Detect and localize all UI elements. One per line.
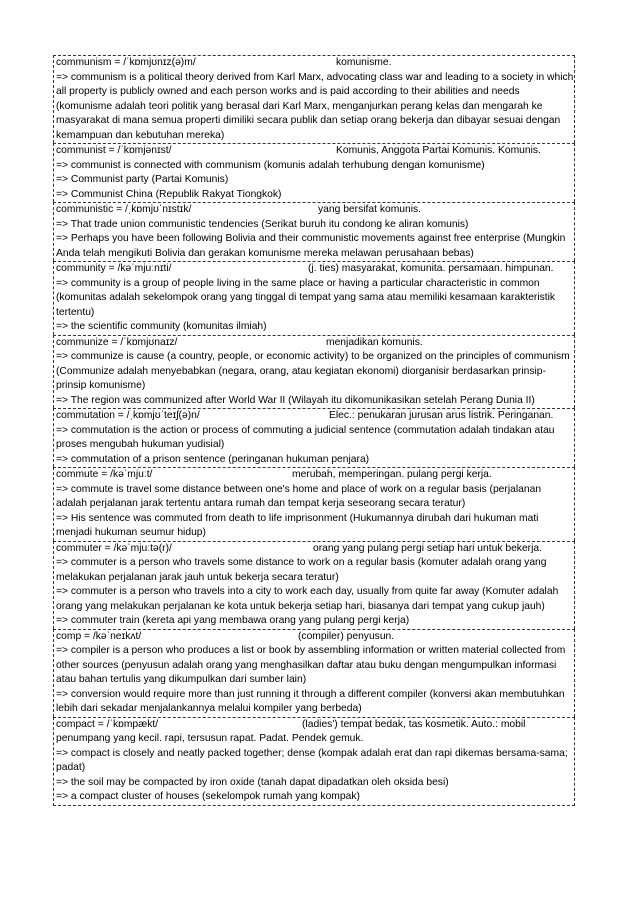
entry-example-line: => commutation of a prison sentence (peringanan hukuman penjara) xyxy=(56,453,370,465)
entry-headword-line xyxy=(56,336,574,351)
entry-example-line: => the soil may be compacted by iron oxide (tanah dapat dipadatkan oleh oksida besi) xyxy=(56,776,449,788)
dictionary-entry xyxy=(53,143,575,202)
entry-example-line: penumpang yang kecil. rapi, tersusun rapat. Padat. Pendek gemuk. xyxy=(56,733,364,744)
entry-headword-line xyxy=(56,630,574,645)
entry-example-line: => commuter is a person who travels some distance to work on a regular basis (komuter adalah orang yang melakukan perjalanan jarak jauh untuk bekerja secara teratur) xyxy=(56,557,547,583)
entry-example-line: => community is a group of people living in the same place or having a particular characteristic in common (komunitas adalah sekelompok orang yang tinggal di tempat yang sama atau memiliki kesamaan karakteristik tertentu) xyxy=(56,277,556,318)
entry-example-line: => a compact cluster of houses (sekelompok rumah yang kompak) xyxy=(56,791,360,802)
entry-headword: commuter = /kəˈmjuːtə(r)/ xyxy=(56,542,172,554)
entry-headword-line xyxy=(56,409,574,424)
entry-headword-line xyxy=(56,144,574,159)
entry-example-line: => the scientific community (komunitas ilmiah) xyxy=(56,321,267,332)
entry-meaning: komunisme. xyxy=(336,57,392,68)
entry-headword-line xyxy=(56,203,574,218)
dictionary-entry xyxy=(53,335,575,409)
entry-example-line: => compact is closely and neatly packed together; dense (kompak adalah erat dan rapi dikemas bersama-sama; padat) xyxy=(56,747,568,773)
entry-meaning: (ladies') tempat bedak, tas kosmetik. Auto.: mobil xyxy=(302,718,526,730)
entry-headword-line xyxy=(56,262,574,277)
entry-meaning: yang bersifat komunis. xyxy=(318,204,422,215)
entry-example-line: => Communist party (Partai Komunis) xyxy=(56,174,229,185)
entry-headword-line xyxy=(56,468,574,483)
dictionary-entry xyxy=(53,717,575,806)
entry-example-line: => commute is travel some distance between one's home and place of work on a regular basis (perjalanan adalah perjalanan jarak tertentu antara rumah dan tempat kerja seseorang secara teratur) xyxy=(56,483,542,509)
entry-example-line: => communize is cause (a country, people, or economic activity) to be organized on the principles of communism (Communize adalah menyebabkan (negara, orang, atau kegiatan ekonomi) diorganisir berdasarkan prinsip-prinsip komunisme) xyxy=(56,351,570,391)
entry-example-line: => commutation is the action or process of commuting a judicial sentence (commutation adalah tindakan atau proses mengubah hukuman yudisial) xyxy=(56,424,555,450)
entry-example-line: => His sentence was commuted from death to life imprisonment (Hukumannya dirubah dari hukuman mati menjadi hukuman seumur hidup) xyxy=(56,512,539,538)
entry-headword: compact = /ˈkɒmpækt/ xyxy=(56,718,159,730)
dictionary-entry xyxy=(53,55,575,143)
dictionary-entry xyxy=(53,202,575,261)
entry-headword-line xyxy=(56,542,574,557)
entry-headword: community = /kəˈmjuːnɪti/ xyxy=(56,263,172,274)
entry-headword-line xyxy=(56,56,574,71)
entry-example-line: => Communist China (Republik Rakyat Tiongkok) xyxy=(56,188,282,200)
entry-meaning: Komunis, Anggota Partai Komunis. Komunis. xyxy=(336,145,541,156)
entry-headword: communism = /ˈkɒmjʊnɪz(ə)m/ xyxy=(56,57,196,68)
entry-meaning: menjadikan komunis. xyxy=(326,336,423,348)
entry-headword-line xyxy=(56,718,574,733)
entry-example-line: => compiler is a person who produces a list or book by assembling information or written material collected from other sources (penyusun adalah orang yang menghasilkan daftar atau buku dengan mengumpulkan informasi atau bahan tertulis yang dikumpulkan dari sumber lain) xyxy=(56,645,566,685)
entry-example-line: => Perhaps you have been following Bolivia and their communistic movements against free enterprise (Mungkin Anda telah mengikuti Bolivia dan gerakan komunisme mereka melawan perusahaan bebas) xyxy=(56,233,566,259)
entry-example-line: => conversion would require more than just running it through a different compiler (konversi akan membutuhkan lebih dari sekadar menjalankannya melalui kompiler yang berbeda) xyxy=(56,688,565,714)
entry-example-line: => commuter is a person who travels into a city to work each day, usually from quite far away (Komuter adalah orang yang melakukan perjalanan ke kota untuk bekerja setiap hari, biasanya dari tempat yang cukup jauh) xyxy=(56,586,559,612)
entry-meaning: orang yang pulang pergi setiap hari untuk bekerja. xyxy=(313,542,542,554)
dictionary-entry xyxy=(53,541,575,629)
entry-example-line: => commuter train (kereta api yang membawa orang yang pulang pergi kerja) xyxy=(56,615,410,626)
entry-example-line: => communist is connected with communism (komunis adalah terhubung dengan komunisme) xyxy=(56,159,485,171)
dictionary-entry xyxy=(53,467,575,541)
entry-headword: comp = /kəˈneɪkʌt/ xyxy=(56,630,142,642)
entry-meaning: merubah, memperingan. pulang pergi kerja. xyxy=(292,469,492,480)
entry-meaning: (j. ties) masyarakat, komunita. persamaan. himpunan. xyxy=(308,263,554,274)
entry-example-line: => The region was communized after World War II (Wilayah itu dikomunikasikan setelah Perang Dunia II) xyxy=(56,394,535,406)
entry-example-line: => That trade union communistic tendencies (Serikat buruh itu condong ke aliran komunis) xyxy=(56,218,469,230)
dictionary-entry xyxy=(53,408,575,467)
dictionary-entry xyxy=(53,629,575,717)
entry-headword: communistic = /ˌkɒmjʊˈnɪstɪk/ xyxy=(56,204,192,215)
entry-meaning: Elec.: penukaran jurusan arus listrik. Peringanan. xyxy=(329,410,554,421)
entry-headword: commute = /kəˈmjuːt/ xyxy=(56,469,153,480)
entry-headword: communist = /ˈkɒmjənɪst/ xyxy=(56,145,172,156)
entry-meaning: (compiler) penyusun. xyxy=(298,630,395,642)
entry-example-line: => communism is a political theory derived from Karl Marx, advocating class war and leading to a society in which all property is publicly owned and each person works and is paid according to their abilities and needs (komunisme adalah teori politik yang berasal dari Karl Marx, menganjurkan perang kelas dan mengarah ke masyarakat di mana semua properti dimiliki secara publik dan setiap orang bekerja dan dibayar sesuai dengan kemampuan dan kebutuhan mereka) xyxy=(56,71,574,141)
entry-headword: communize = /ˈkɒmjʊnaɪz/ xyxy=(56,336,178,348)
entry-headword: commutation = /ˌkɒmjʊˈteɪʃ(ə)n/ xyxy=(56,410,200,421)
dictionary-entry xyxy=(53,261,575,335)
